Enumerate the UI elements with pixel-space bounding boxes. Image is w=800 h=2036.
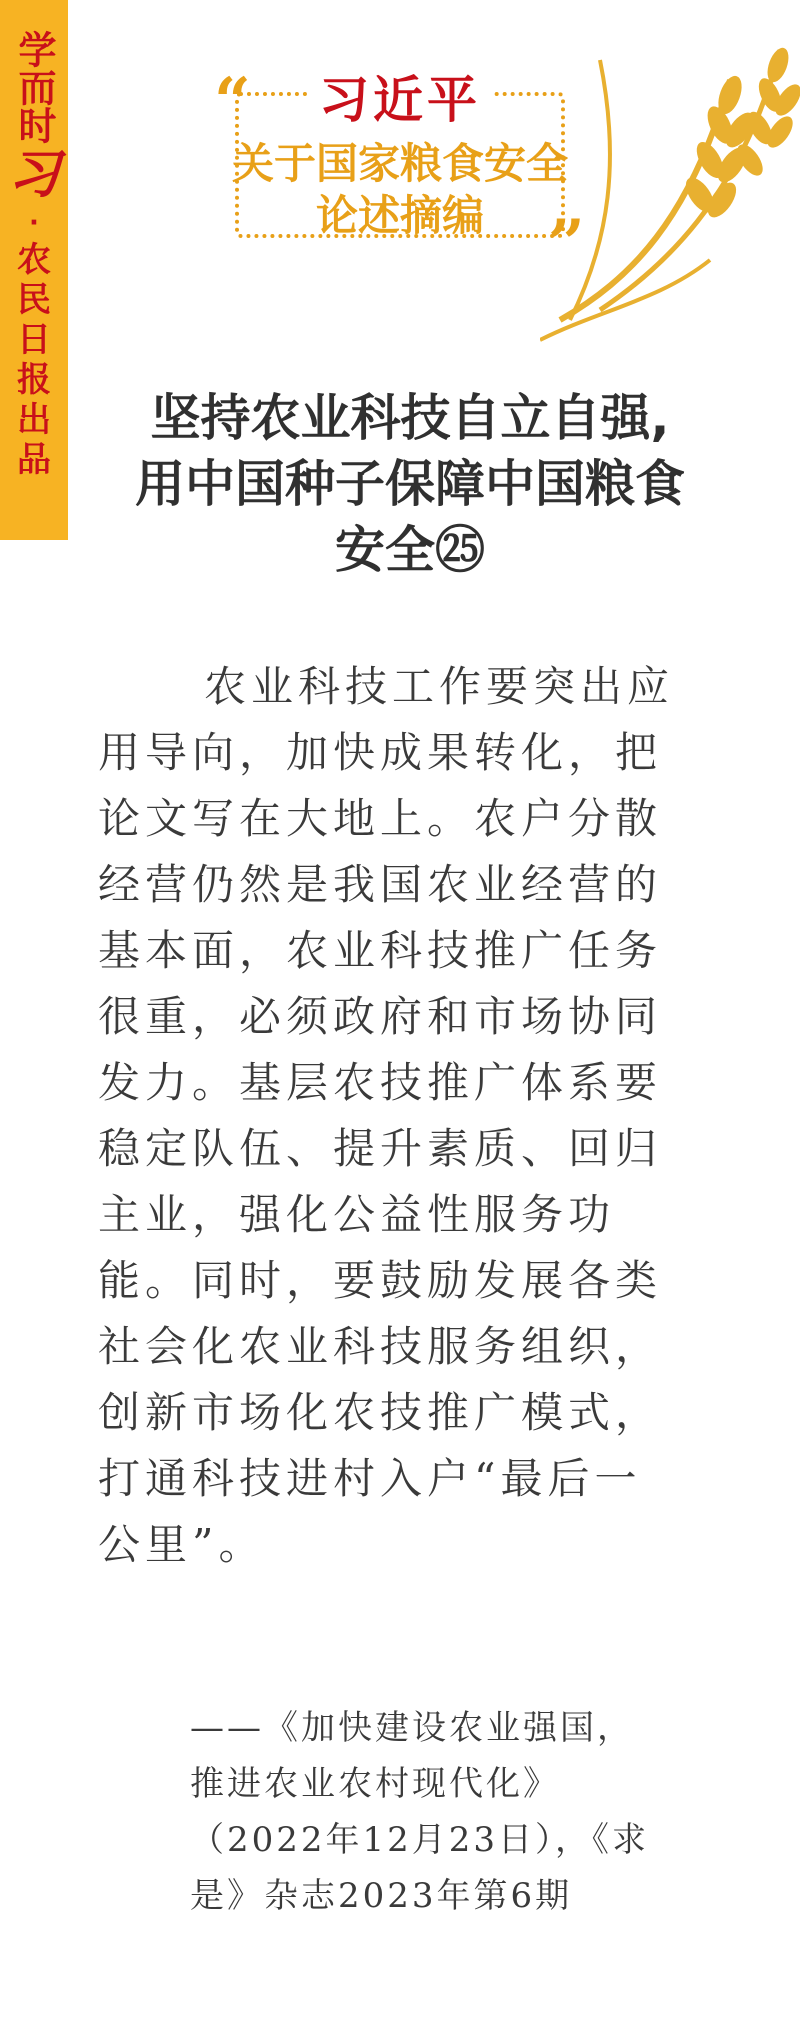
body-line: 创新市场化农技推广模式， xyxy=(98,1388,663,1437)
side-glyph: 习 xyxy=(7,144,60,205)
body-line: 能。同时，要鼓励发展各类 xyxy=(98,1256,663,1305)
side-chars-a: 学而时 xyxy=(12,30,56,144)
body-line: 农业科技工作要突出应 xyxy=(204,662,675,711)
side-banner xyxy=(0,0,68,540)
header-name-text: 习近平 xyxy=(309,71,491,129)
side-char: 出 xyxy=(17,400,51,440)
body-line: 用导向，加快成果转化，把 xyxy=(98,728,663,777)
body-line: 经营仍然是我国农业经营的 xyxy=(98,860,663,909)
side-char: 报 xyxy=(17,360,51,400)
side-dot: · xyxy=(29,208,39,238)
title-line: 用中国种子保障中国粮食 xyxy=(135,455,685,513)
body-line: 打通科技进村入户“最后一 xyxy=(98,1454,642,1503)
source-citation xyxy=(190,1700,720,1924)
source-line: ——《加快建设农业强国， xyxy=(190,1708,634,1748)
header-subtitle-line: 关于国家粮食安全 xyxy=(231,139,568,188)
body-line: 很重，必须政府和市场协同 xyxy=(98,992,663,1041)
side-char: 民 xyxy=(17,280,51,320)
header-name xyxy=(200,70,600,130)
header-subtitle-line: 论述摘编 xyxy=(315,191,484,240)
body-line: 基本面，农业科技推广任务 xyxy=(98,926,663,975)
side-char: 品 xyxy=(17,440,51,480)
title-line: 安全㉕ xyxy=(335,521,485,579)
side-line-1 xyxy=(0,30,68,144)
source-line: 推进农业农村现代化》 xyxy=(190,1764,560,1804)
body-line: 发力。基层农技推广体系要 xyxy=(98,1058,663,1107)
article-title xyxy=(100,385,720,583)
close-quote-icon: ” xyxy=(548,206,585,281)
article-body xyxy=(98,654,708,1578)
header-subtitle xyxy=(190,138,610,242)
body-line: 论文写在大地上。农户分散 xyxy=(98,794,663,843)
body-line: 稳定队伍、提升素质、回归 xyxy=(98,1124,663,1173)
source-line: 是》杂志2023年第6期 xyxy=(190,1876,573,1916)
source-line: （2022年12月23日），《求 xyxy=(190,1820,650,1860)
title-line: 坚持农业科技自立自强, xyxy=(150,389,670,447)
side-char: 日 xyxy=(17,320,51,360)
side-char: 农 xyxy=(17,240,51,280)
body-line: 社会化农业科技服务组织， xyxy=(98,1322,663,1371)
open-quote-icon: “ xyxy=(214,64,251,139)
body-line: 主业，强化公益性服务功 xyxy=(98,1190,616,1239)
side-banner-text xyxy=(0,30,68,480)
body-line: 公里”。 xyxy=(98,1520,266,1569)
